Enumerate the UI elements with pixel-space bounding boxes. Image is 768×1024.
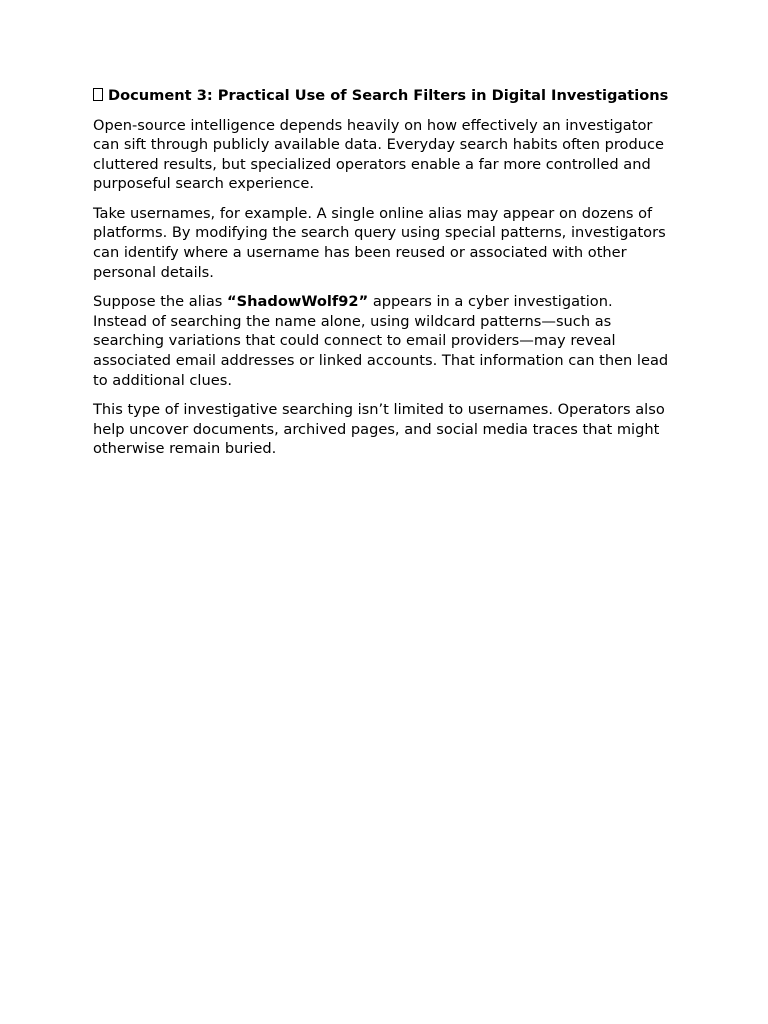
document-page <box>93 86 671 469</box>
paragraph-example-rest: appears in a cyber investigation. Instead of searching the name alone, using wildcard patterns—such as searching variations that could connect to email providers—may reveal associated email addresses or linked accounts. That information can then lead to additional clues. <box>93 293 669 389</box>
paragraph-intro: Open-source intelligence depends heavily on how effectively an investigator can sift through publicly available data. Everyday search habits often produce cluttered results, but specialized operators enable a far more controlled and purposeful search experience. <box>93 116 664 193</box>
paragraph-example <box>93 292 671 390</box>
alias-highlight: “ShadowWolf92” <box>227 293 369 311</box>
paragraph-example-lead: Suppose the alias <box>93 293 228 311</box>
paragraph-usernames: Take usernames, for example. A single online alias may appear on dozens of platforms. By modifying the search query using special patterns, investigators can identify where a username has been reused or associated with other personal details. <box>93 204 666 281</box>
paragraph-conclusion: This type of investigative searching isn’t limited to usernames. Operators also help uncover documents, archived pages, and social media traces that might otherwise remain buried. <box>93 401 665 458</box>
document-icon <box>93 88 103 101</box>
document-title <box>93 86 671 106</box>
document-title-text: Document 3: Practical Use of Search Filters in Digital Investigations <box>108 87 669 104</box>
